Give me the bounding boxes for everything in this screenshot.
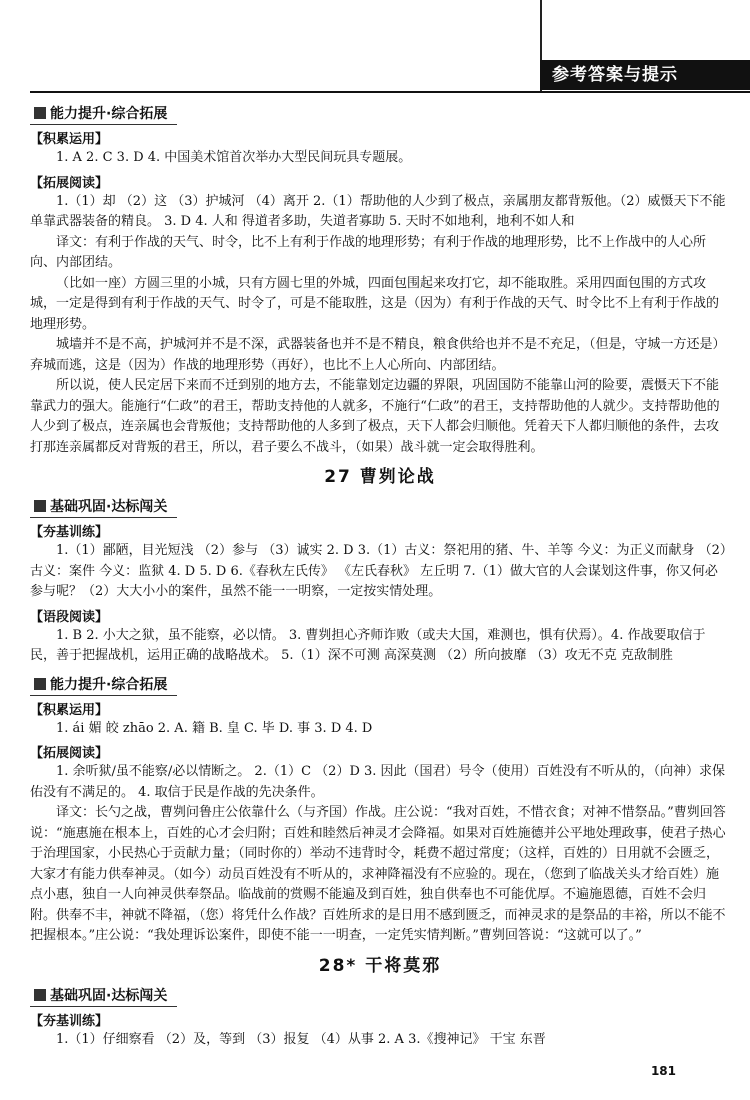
section-tag bbox=[30, 673, 177, 696]
answer-paragraph: 1. 余听狱/虽不能察/必以情断之。 2.（1）C （2）D 3. 因此（国君）号令（使用）百姓没有不听从的，（向神）求保佑没有不满足的。 4. 取信于民是作战的先决条件。 bbox=[30, 764, 726, 800]
answer-paragraph: 1.（1）鄙陋，目光短浅 （2）参与 （3）诚实 2. D 3.（1）古义：祭祀用的猪、牛、羊等 今义：为正义而献身 （2）古义：案件 今义：监狱 4. D 5. D 6.《春秋左氏传》 《左氏春秋》 左丘明 7.（1）做大官的人会谋划这件事，你又何必参与呢？（2）大大小小的案件，虽然不能一一明察，一定按实情处理。 bbox=[30, 543, 727, 599]
translation-paragraph: （比如一座）方圆三里的小城，只有方圆七里的外城，四面包围起来攻打它，却不能取胜。采用四面包围的方式攻城，一定是得到有利于作战的天气、时令了，可是不能取胜，这是（因为）有利于作战的天气、时令比不上有利于作战的地理形势。 bbox=[30, 275, 720, 332]
subsection-heading: 【夯基训练】 bbox=[30, 525, 109, 540]
section-tag-label: 基础巩固·达标闯关 bbox=[50, 987, 168, 1004]
square-icon bbox=[34, 989, 46, 1001]
subsection-heading: 【夯基训练】 bbox=[30, 1013, 109, 1029]
header-line bbox=[30, 91, 750, 93]
answer-paragraph: 1. B 2. 小大之狱，虽不能察，必以情。 3. 曹刿担心齐师诈败（或夫大国，难测也，惧有伏焉）。4. 作战要取信于民，善于把握战机，运用正确的战略战术。 5.（1）深不可测 高深莫测 （2）所向披靡 （3）攻无不克 克敌制胜 bbox=[30, 627, 706, 663]
header-tab: 参考答案与提示★★★★★ bbox=[540, 60, 750, 90]
lesson-title: 27 曹刿论战 bbox=[324, 467, 436, 487]
page-number: 181 bbox=[650, 1064, 676, 1078]
answer-paragraph: 1. A 2. C 3. D 4. 中国美术馆首次举办大型民间玩具专题展。 bbox=[56, 150, 412, 165]
section-tag-label: 能力提升·综合拓展 bbox=[50, 676, 168, 693]
answer-paragraph: 1. ái 媚 皎 zhāo 2. A. 籍 B. 皇 C. 毕 D. 事 3. D 4. D bbox=[56, 720, 373, 736]
square-icon bbox=[34, 500, 46, 512]
subsection-heading: 【积累运用】 bbox=[30, 702, 109, 718]
lesson-title: 28* 干将莫邪 bbox=[318, 955, 442, 976]
section-tag bbox=[30, 102, 177, 125]
subsection-heading: 【拓展阅读】 bbox=[30, 175, 109, 191]
section-tag-label: 基础巩固·达标闯关 bbox=[50, 499, 168, 515]
square-icon bbox=[34, 678, 46, 690]
section-tag bbox=[30, 495, 177, 518]
section-tag-label: 能力提升·综合拓展 bbox=[50, 106, 168, 122]
translation-paragraph: 城墙并不是不高，护城河并不是不深，武器装备也并不是不精良，粮食供给也并不是不充足，（但是，守城一方还是）弃城而逃，这是（因为）作战的地理形势（再好），也比不上人心所向、内部团结。 bbox=[30, 337, 726, 373]
answer-paragraph: 1.（1）却 （2）这 （3）护城河 （4）离开 2.（1）帮助他的人少到了极点，亲属朋友都背叛他。（2）威慑天下不能单靠武器装备的精良。 3. D 4. 人和 得道者多助，失道者寡助 5. 天时不如地利，地利不如人和 bbox=[30, 193, 726, 229]
translation-paragraph: 译文：长勺之战，曹刿问鲁庄公依靠什么（与齐国）作战。庄公说：“我对百姓，不惜衣食；对神不惜祭品。”曹刿回答说：“施惠施在根本上，百姓的心才会归附；百姓和睦然后神灵才会降福。如果对百姓施德并公平地处理政事，使君子热心于治理国家，小民热心于贡献力量；（同时你的）举动不违背时令，耗费不超过常度；（这样，百姓的）日用就不会匮乏，大家才有能力供奉神灵。（如今）动员百姓没有不听从的，求神降福没有不应验的。现在，（您到了临战关头才给百姓）施点小惠，独自一人向神灵供奉祭品。临战前的赏赐不能遍及到百姓，独自供奉也不可能优厚。不遍施恩德，百姓不会归附。供奉不丰，神就不降福，（您）将凭什么作战？百姓所求的是日用不感到匮乏，而神灵求的是祭品的丰裕，所以不能不把握根本。”庄公说：“我处理诉讼案件，即使不能一一明查，一定凭实情判断。”曹刿回答说：“这就可以了。” bbox=[30, 805, 726, 943]
translation-paragraph: 译文：有利于作战的天气、时令，比不上有利于作战的地理形势；有利于作战的地理形势，比不上作战中的人心所向、内部团结。 bbox=[30, 234, 707, 270]
section-tag bbox=[30, 984, 177, 1007]
answer-paragraph: 1.（1）仔细察看 （2）及，等到 （3）报复 （4）从事 2. A 3.《搜神记》 干宝 东晋 bbox=[56, 1031, 546, 1047]
subsection-heading: 【积累运用】 bbox=[30, 132, 109, 147]
page-content bbox=[30, 96, 730, 1050]
square-icon bbox=[34, 107, 46, 119]
translation-paragraph: 所以说，使人民定居下来而不迁到别的地方去，不能靠划定边疆的界限，巩固国防不能靠山河的险要，震慑天下不能靠武力的强大。能施行“仁政”的君王，帮助支持他的人就多，不施行“仁政”的君王，支持帮助他的人就少。支持帮助他的人少到了极点，连亲属也会背叛他；支持帮助他的人多到了极点，天下人都会归顺他。凭着天下人都归顺他的条件，去攻打那连亲属都反对背叛的君王，所以，君子要么不战斗，（如果）战斗就一定会取得胜利。 bbox=[30, 378, 720, 455]
subsection-heading: 【语段阅读】 bbox=[30, 609, 109, 625]
subsection-heading: 【拓展阅读】 bbox=[30, 746, 109, 761]
